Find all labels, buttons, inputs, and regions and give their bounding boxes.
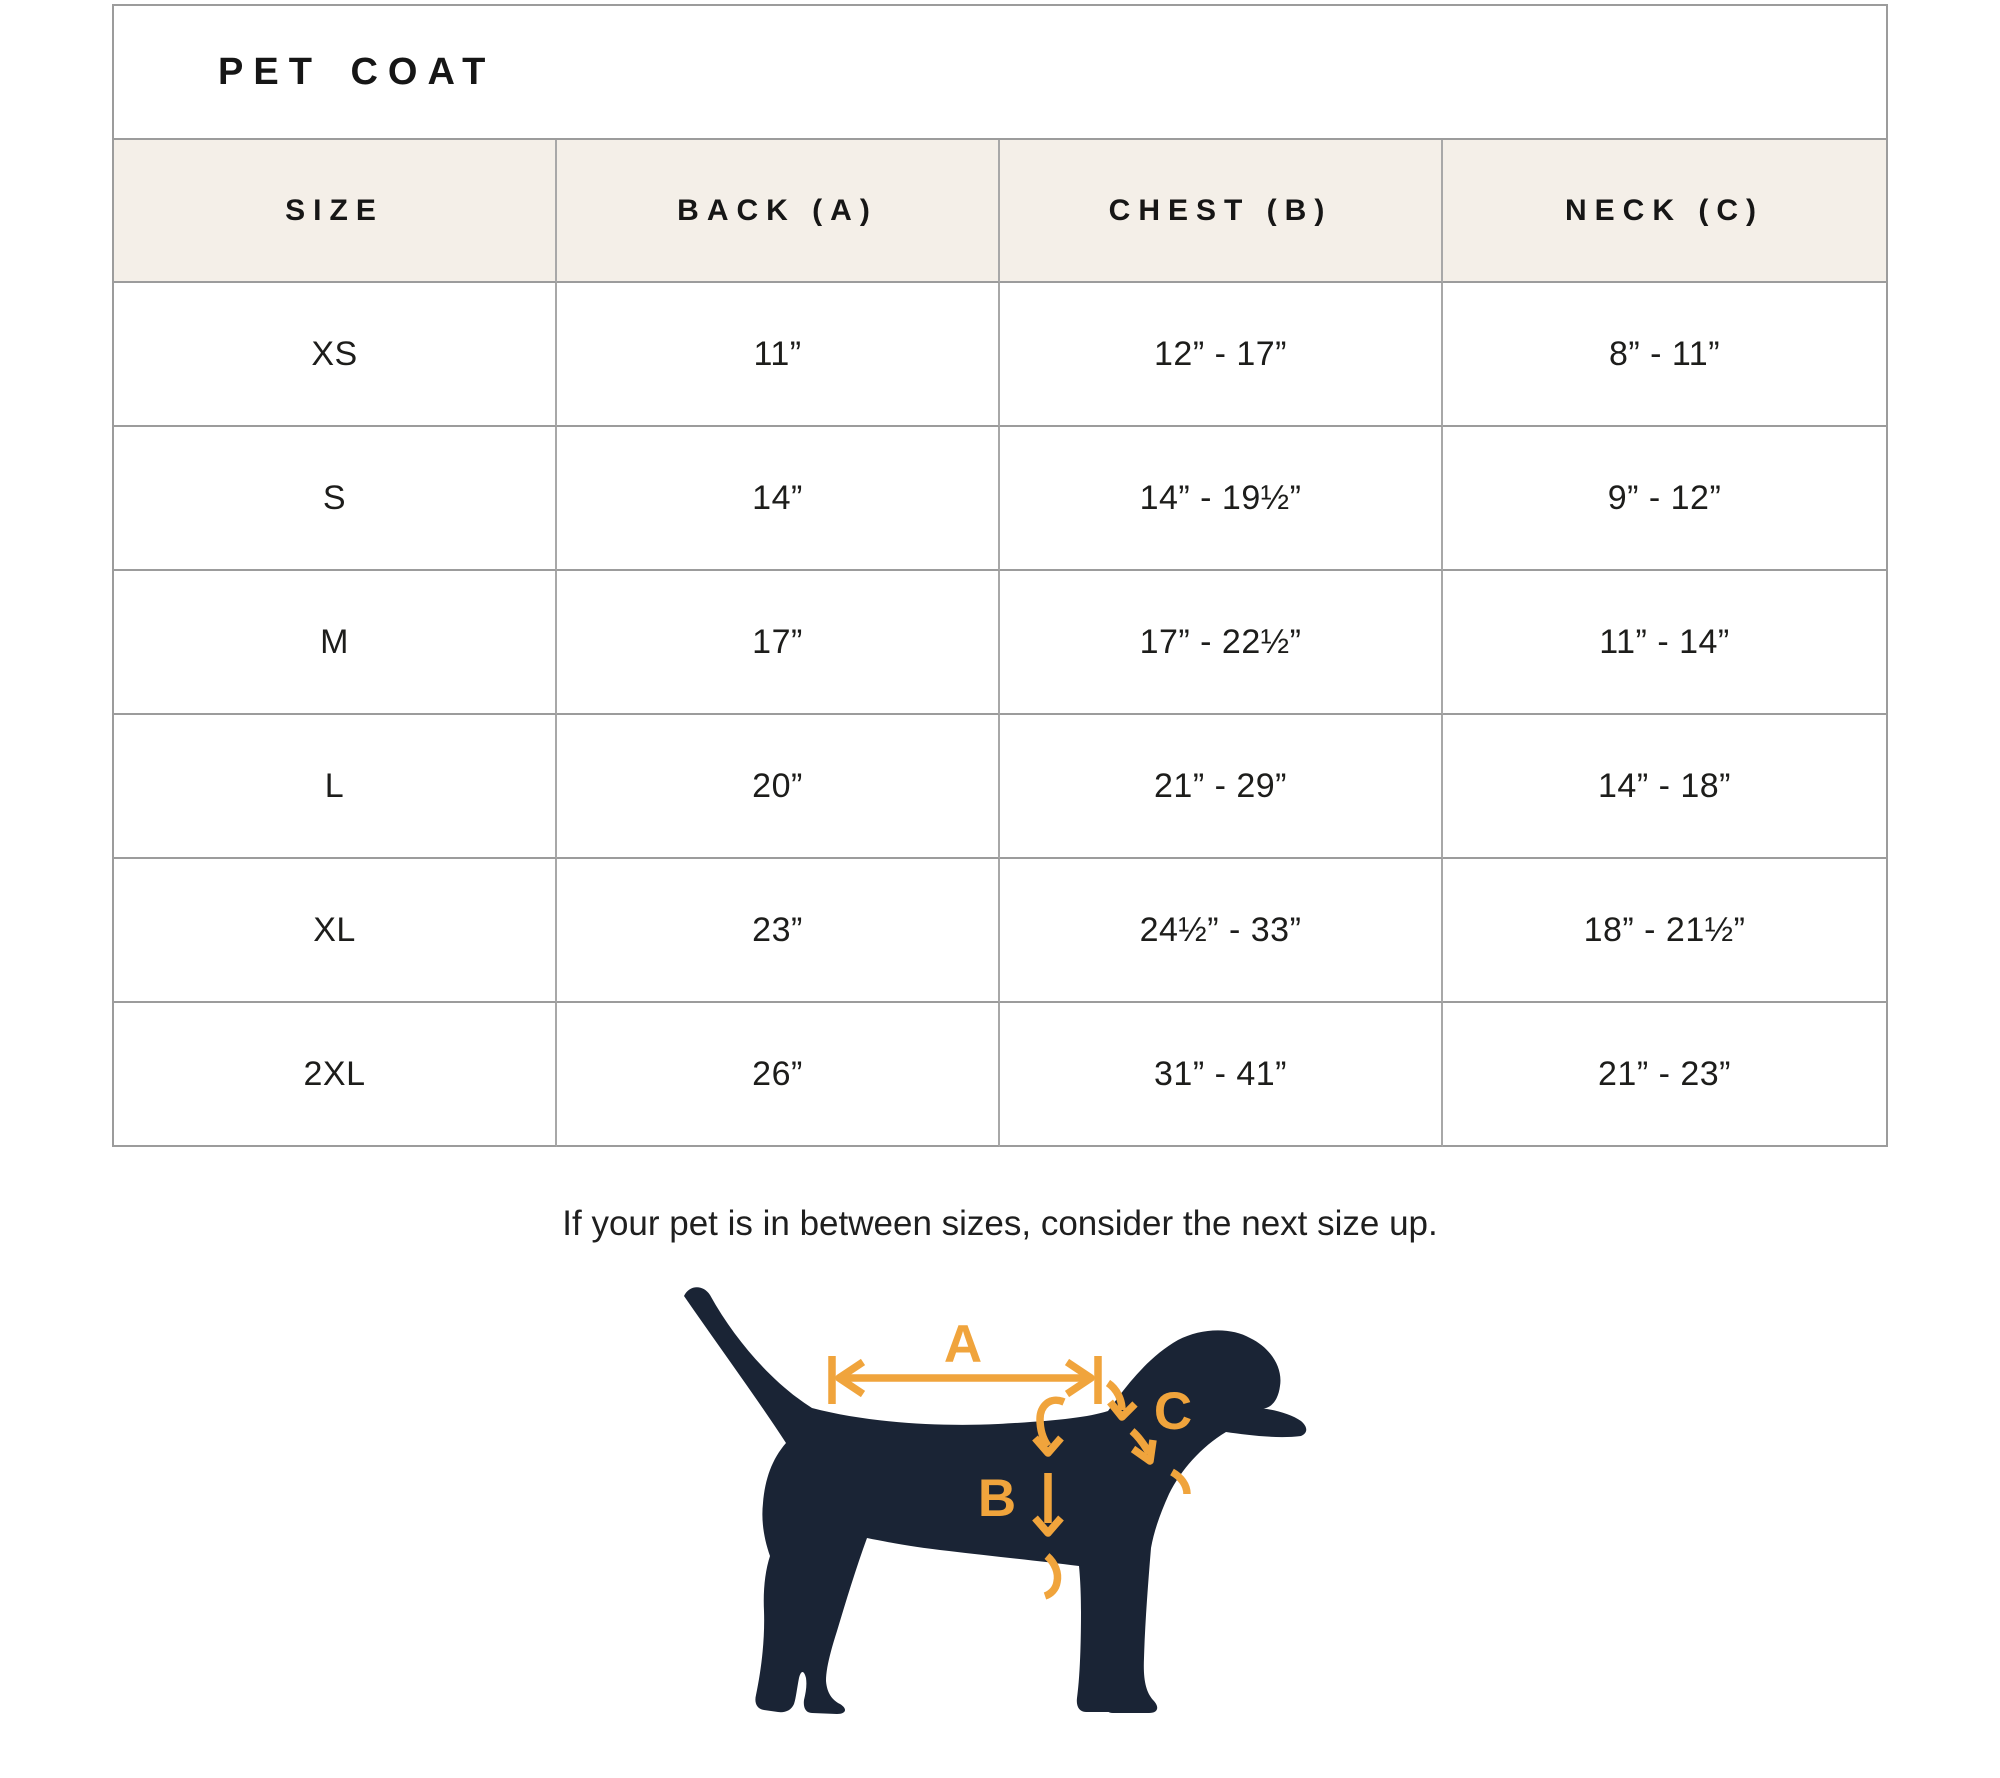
size-chart-table — [112, 4, 1888, 1147]
chest-cell: 14” - 19½” — [1000, 427, 1443, 571]
size-cell: 2XL — [114, 1003, 557, 1147]
back-cell: 23” — [557, 859, 1000, 1003]
neck-cell: 11” - 14” — [1443, 571, 1886, 715]
neck-cell: 8” - 11” — [1443, 283, 1886, 427]
measure-a-label: A — [943, 1315, 983, 1374]
back-cell: 17” — [557, 571, 1000, 715]
measure-b-label: B — [977, 1469, 1017, 1528]
dog-measurement-diagram — [660, 1280, 1340, 1750]
back-cell: 20” — [557, 715, 1000, 859]
column-header-back: BACK (A) — [557, 140, 1000, 283]
neck-cell: 18” - 21½” — [1443, 859, 1886, 1003]
sizing-note: If your pet is in between sizes, consider the next size up. — [562, 1204, 1438, 1243]
size-cell: L — [114, 715, 557, 859]
chest-cell: 17” - 22½” — [1000, 571, 1443, 715]
chest-cell: 21” - 29” — [1000, 715, 1443, 859]
size-cell: M — [114, 571, 557, 715]
back-cell: 14” — [557, 427, 1000, 571]
table-grid — [114, 140, 1886, 1147]
chest-cell: 12” - 17” — [1000, 283, 1443, 427]
chest-cell: 24½” - 33” — [1000, 859, 1443, 1003]
page-title: PET COAT — [218, 50, 496, 93]
back-cell: 11” — [557, 283, 1000, 427]
size-cell: XL — [114, 859, 557, 1003]
neck-cell: 21” - 23” — [1443, 1003, 1886, 1147]
title-row — [114, 6, 1886, 140]
size-cell: XS — [114, 283, 557, 427]
column-header-size: SIZE — [114, 140, 557, 283]
column-header-chest: CHEST (B) — [1000, 140, 1443, 283]
size-cell: S — [114, 427, 557, 571]
column-header-neck: NECK (C) — [1443, 140, 1886, 283]
measure-c-label: C — [1153, 1382, 1193, 1441]
neck-cell: 9” - 12” — [1443, 427, 1886, 571]
back-cell: 26” — [557, 1003, 1000, 1147]
chest-cell: 31” - 41” — [1000, 1003, 1443, 1147]
neck-cell: 14” - 18” — [1443, 715, 1886, 859]
